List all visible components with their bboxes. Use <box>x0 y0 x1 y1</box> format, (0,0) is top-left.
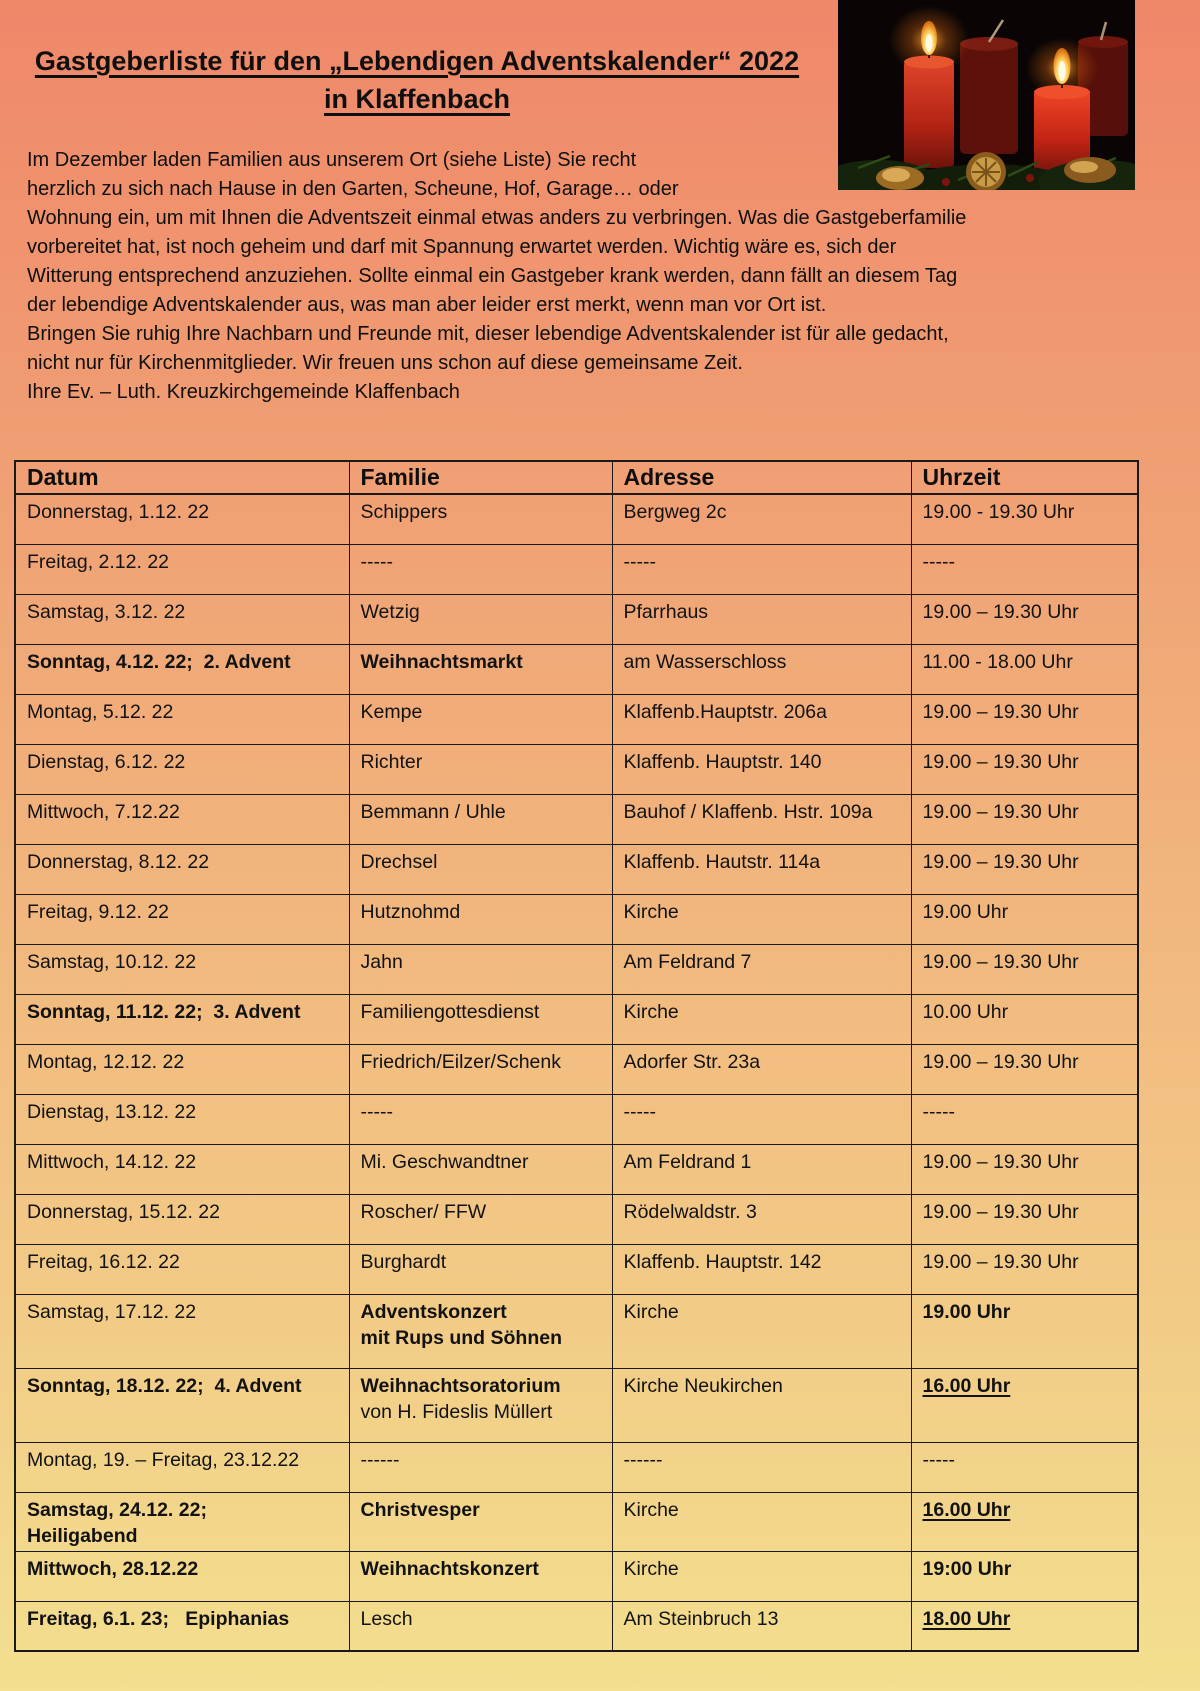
cell-line: Samstag, 24.12. 22; <box>27 1498 207 1521</box>
familie-cell <box>349 1144 612 1194</box>
cell-line: Kirche <box>623 1000 679 1023</box>
familie-cell <box>349 844 612 894</box>
cell-line: Montag, 19. – Freitag, 23.12.22 <box>27 1448 300 1471</box>
familie-cell <box>349 744 612 794</box>
intro-line: herzlich zu sich nach Hause in den Garten, Scheune, Hof, Garage… oder <box>27 178 679 200</box>
datum-cell <box>15 794 349 844</box>
uhrzeit-cell <box>911 994 1138 1044</box>
cell-line: 19.00 Uhr <box>922 1300 1011 1323</box>
cell-line: Bergweg 2c <box>623 501 727 523</box>
adresse-cell <box>612 744 911 794</box>
datum-cell <box>15 1094 349 1144</box>
table-row <box>15 1244 1138 1294</box>
uhrzeit-cell <box>911 544 1138 594</box>
cell-line: Klaffenb. Hautstr. 114a <box>623 850 821 873</box>
uhrzeit-cell <box>911 1294 1138 1368</box>
intro-line: Im Dezember laden Familien aus unserem Ort (siehe Liste) Sie recht <box>27 149 637 171</box>
adresse-cell <box>612 1551 911 1601</box>
uhrzeit-cell <box>911 694 1138 744</box>
familie-cell <box>349 1094 612 1144</box>
cell-line: 19.00 – 19.30 Uhr <box>922 1150 1079 1173</box>
page-title-line1: Gastgeberliste für den „Lebendigen Adventskalender“ 2022 <box>34 46 800 76</box>
table-row <box>15 694 1138 744</box>
table-header-row <box>15 461 1138 494</box>
uhrzeit-cell <box>911 594 1138 644</box>
datum-cell <box>15 1368 349 1442</box>
cell-line: Mittwoch, 28.12.22 <box>27 1557 199 1580</box>
adresse-cell <box>612 644 911 694</box>
table-row <box>15 744 1138 794</box>
cell-line: Bemmann / Uhle <box>360 800 506 823</box>
cell-line: Familiengottesdienst <box>360 1000 540 1023</box>
cell-line: Samstag, 17.12. 22 <box>27 1300 197 1323</box>
datum-cell <box>15 1194 349 1244</box>
table-row <box>15 1044 1138 1094</box>
cell-line: Drechsel <box>360 850 438 873</box>
adresse-cell <box>612 1094 911 1144</box>
cell-line: Am Steinbruch 13 <box>623 1607 779 1630</box>
adresse-cell <box>612 1294 911 1368</box>
cell-line: Klaffenb. Hauptstr. 140 <box>623 750 822 773</box>
cell-line: Mittwoch, 7.12.22 <box>27 800 180 823</box>
familie-cell <box>349 1044 612 1094</box>
adresse-cell <box>612 894 911 944</box>
uhrzeit-cell <box>911 1442 1138 1492</box>
intro-line: Ihre Ev. – Luth. Kreuzkirchgemeinde Klaffenbach <box>27 381 460 403</box>
datum-cell <box>15 594 349 644</box>
cell-line: ------ <box>623 1448 663 1471</box>
cell-line: am Wasserschloss <box>623 650 787 673</box>
familie-cell <box>349 1551 612 1601</box>
table-row <box>15 1194 1138 1244</box>
cell-line: Roscher/ FFW <box>360 1200 487 1223</box>
cell-line: Weihnachtsoratorium <box>360 1374 561 1397</box>
datum-cell <box>15 544 349 594</box>
uhrzeit-cell <box>911 1244 1138 1294</box>
cell-line: Lesch <box>360 1607 413 1630</box>
adresse-cell <box>612 794 911 844</box>
adresse-cell <box>612 1044 911 1094</box>
cell-line: von H. Fideslis Müllert <box>360 1400 553 1423</box>
cell-line: 19.00 Uhr <box>922 900 1009 923</box>
cell-line: 19.00 – 19.30 Uhr <box>922 850 1079 873</box>
cell-line: Freitag, 9.12. 22 <box>27 900 170 923</box>
familie-cell <box>349 894 612 944</box>
table-row <box>15 594 1138 644</box>
table-row <box>15 1094 1138 1144</box>
datum-cell <box>15 494 349 544</box>
familie-cell <box>349 1294 612 1368</box>
cell-line: Christvesper <box>360 1498 480 1521</box>
datum-cell <box>15 1442 349 1492</box>
cell-line: 19.00 – 19.30 Uhr <box>922 800 1079 823</box>
familie-cell <box>349 494 612 544</box>
column-header-familie: Familie <box>349 461 612 494</box>
uhrzeit-cell <box>911 844 1138 894</box>
familie-cell <box>349 794 612 844</box>
datum-cell <box>15 1601 349 1651</box>
adresse-cell <box>612 1368 911 1442</box>
cell-line: Samstag, 3.12. 22 <box>27 600 186 623</box>
adresse-cell <box>612 1194 911 1244</box>
cell-line: Bauhof / Klaffenb. Hstr. 109a <box>623 800 873 823</box>
uhrzeit-cell <box>911 644 1138 694</box>
cell-line: Sonntag, 18.12. 22; 4. Advent <box>27 1374 302 1397</box>
table-row <box>15 644 1138 694</box>
cell-line: Dienstag, 13.12. 22 <box>27 1100 197 1123</box>
cell-line: Dienstag, 6.12. 22 <box>27 750 186 773</box>
cell-line: Montag, 5.12. 22 <box>27 700 174 723</box>
cell-line: 19.00 - 19.30 Uhr <box>922 501 1075 523</box>
cell-line: 19.00 – 19.30 Uhr <box>922 600 1079 623</box>
adresse-cell <box>612 594 911 644</box>
schedule-table <box>14 460 1139 1652</box>
table-row <box>15 1144 1138 1194</box>
intro-line: Bringen Sie ruhig Ihre Nachbarn und Freunde mit, dieser lebendige Adventskalender ist für alle gedacht, <box>27 323 949 345</box>
cell-line: Heiligabend <box>27 1524 138 1547</box>
intro-line: Wohnung ein, um mit Ihnen die Adventszeit einmal etwas anders zu verbringen. Was die Gastgeberfamilie <box>27 207 967 229</box>
cell-line: Weihnachtsmarkt <box>360 650 523 673</box>
uhrzeit-cell <box>911 1551 1138 1601</box>
uhrzeit-cell <box>911 744 1138 794</box>
uhrzeit-cell <box>911 1144 1138 1194</box>
cell-line: 16.00 Uhr <box>922 1498 1011 1521</box>
cell-line: ----- <box>623 550 656 573</box>
table-row <box>15 1601 1138 1651</box>
cell-line: Jahn <box>360 950 403 973</box>
cell-line: Donnerstag, 8.12. 22 <box>27 850 210 873</box>
familie-cell <box>349 544 612 594</box>
cell-line: ----- <box>623 1100 656 1123</box>
uhrzeit-cell <box>911 1601 1138 1651</box>
cell-line: 19.00 – 19.30 Uhr <box>922 950 1079 973</box>
table-row <box>15 1492 1138 1551</box>
cell-line: 16.00 Uhr <box>922 1374 1011 1397</box>
cell-line: Kirche <box>623 900 679 923</box>
intro-text <box>27 146 1107 407</box>
table-row <box>15 794 1138 844</box>
table-row <box>15 1294 1138 1368</box>
familie-cell <box>349 1194 612 1244</box>
cell-line: 19.00 – 19.30 Uhr <box>922 750 1079 773</box>
adresse-cell <box>612 1442 911 1492</box>
cell-line: Rödelwaldstr. 3 <box>623 1200 757 1223</box>
cell-line: Sonntag, 4.12. 22; 2. Advent <box>27 650 291 673</box>
table-row <box>15 544 1138 594</box>
uhrzeit-cell <box>911 1094 1138 1144</box>
cell-line: Klaffenb.Hauptstr. 206a <box>623 700 827 723</box>
cell-line: Kempe <box>360 700 423 723</box>
cell-line: ----- <box>360 1100 393 1123</box>
datum-cell <box>15 644 349 694</box>
table-row <box>15 844 1138 894</box>
familie-cell <box>349 644 612 694</box>
adresse-cell <box>612 694 911 744</box>
adresse-cell <box>612 1144 911 1194</box>
cell-line: 19.00 – 19.30 Uhr <box>922 700 1079 723</box>
datum-cell <box>15 994 349 1044</box>
cell-line: Wetzig <box>360 600 420 623</box>
cell-line: Am Feldrand 1 <box>623 1150 752 1173</box>
intro-line: nicht nur für Kirchenmitglieder. Wir freuen uns schon auf diese gemeinsame Zeit. <box>27 352 743 374</box>
cell-line: 19.00 – 19.30 Uhr <box>922 1250 1079 1273</box>
familie-cell <box>349 694 612 744</box>
cell-line: Klaffenb. Hauptstr. 142 <box>623 1250 822 1273</box>
cell-line: Samstag, 10.12. 22 <box>27 950 197 973</box>
cell-line: Friedrich/Eilzer/Schenk <box>360 1050 561 1073</box>
column-header-uhrzeit: Uhrzeit <box>911 461 1138 494</box>
cell-line: Adventskonzert <box>360 1300 507 1323</box>
cell-line: Donnerstag, 15.12. 22 <box>27 1200 220 1223</box>
cell-line: ----- <box>922 1448 955 1471</box>
cell-line: Montag, 12.12. 22 <box>27 1050 185 1073</box>
cell-line: Kirche <box>623 1300 679 1323</box>
familie-cell <box>349 994 612 1044</box>
datum-cell <box>15 1144 349 1194</box>
datum-cell <box>15 1294 349 1368</box>
uhrzeit-cell <box>911 1194 1138 1244</box>
table-row <box>15 1368 1138 1442</box>
cell-line: Mittwoch, 14.12. 22 <box>27 1150 197 1173</box>
table-row <box>15 494 1138 544</box>
schedule-table-body <box>15 494 1138 1651</box>
familie-cell <box>349 944 612 994</box>
datum-cell <box>15 1044 349 1094</box>
cell-line: Kirche <box>623 1498 679 1521</box>
cell-line: Richter <box>360 750 423 773</box>
familie-cell <box>349 1601 612 1651</box>
intro-line: der lebendige Adventskalender aus, was man aber leider erst merkt, wenn man vor Ort ist. <box>27 294 827 316</box>
datum-cell <box>15 744 349 794</box>
familie-cell <box>349 1244 612 1294</box>
adresse-cell <box>612 544 911 594</box>
uhrzeit-cell <box>911 794 1138 844</box>
cell-line: mit Rups und Söhnen <box>360 1326 562 1349</box>
cell-line: 10.00 Uhr <box>922 1000 1009 1023</box>
adresse-cell <box>612 1244 911 1294</box>
page-title-line2: in Klaffenbach <box>323 84 511 114</box>
adresse-cell <box>612 944 911 994</box>
cell-line: Schippers <box>360 501 448 523</box>
uhrzeit-cell <box>911 1368 1138 1442</box>
table-row <box>15 1551 1138 1601</box>
cell-line: ------ <box>360 1448 400 1471</box>
cell-line: Freitag, 2.12. 22 <box>27 550 170 573</box>
cell-line: Burghardt <box>360 1250 447 1273</box>
cell-line: ----- <box>922 1100 955 1123</box>
datum-cell <box>15 1244 349 1294</box>
cell-line: 19.00 – 19.30 Uhr <box>922 1200 1079 1223</box>
cell-line: Donnerstag, 1.12. 22 <box>27 501 210 523</box>
familie-cell <box>349 594 612 644</box>
familie-cell <box>349 1492 612 1551</box>
uhrzeit-cell <box>911 1044 1138 1094</box>
cell-line: 19.00 – 19.30 Uhr <box>922 1050 1079 1073</box>
adresse-cell <box>612 1492 911 1551</box>
table-row <box>15 944 1138 994</box>
intro-line: Witterung entsprechend anzuziehen. Sollte einmal ein Gastgeber krank werden, dann fällt an diesem Tag <box>27 265 958 287</box>
cell-line: Hutznohmd <box>360 900 461 923</box>
datum-cell <box>15 944 349 994</box>
table-row <box>15 994 1138 1044</box>
table-row <box>15 894 1138 944</box>
datum-cell <box>15 694 349 744</box>
cell-line: ----- <box>922 550 955 573</box>
cell-line: Kirche <box>623 1557 679 1580</box>
adresse-cell <box>612 844 911 894</box>
cell-line: Am Feldrand 7 <box>623 950 752 973</box>
cell-line: Freitag, 6.1. 23; Epiphanias <box>27 1607 290 1630</box>
uhrzeit-cell <box>911 494 1138 544</box>
uhrzeit-cell <box>911 894 1138 944</box>
datum-cell <box>15 894 349 944</box>
cell-line: ----- <box>360 550 393 573</box>
cell-line: Pfarrhaus <box>623 600 709 623</box>
intro-line: vorbereitet hat, ist noch geheim und darf mit Spannung erwartet werden. Wichtig wäre es, sich der <box>27 236 897 258</box>
cell-line: 19:00 Uhr <box>922 1557 1012 1580</box>
page-title <box>14 42 820 118</box>
uhrzeit-cell <box>911 1492 1138 1551</box>
column-header-adresse: Adresse <box>612 461 911 494</box>
adresse-cell <box>612 494 911 544</box>
familie-cell <box>349 1368 612 1442</box>
cell-line: Sonntag, 11.12. 22; 3. Advent <box>27 1000 301 1023</box>
adresse-cell <box>612 994 911 1044</box>
cell-line: 18.00 Uhr <box>922 1607 1011 1630</box>
cell-line: 11.00 - 18.00 Uhr <box>922 650 1073 673</box>
cell-line: Freitag, 16.12. 22 <box>27 1250 180 1273</box>
datum-cell <box>15 844 349 894</box>
datum-cell <box>15 1492 349 1551</box>
datum-cell <box>15 1551 349 1601</box>
familie-cell <box>349 1442 612 1492</box>
table-row <box>15 1442 1138 1492</box>
cell-line: Kirche Neukirchen <box>623 1374 783 1397</box>
column-header-datum: Datum <box>15 461 349 494</box>
adresse-cell <box>612 1601 911 1651</box>
uhrzeit-cell <box>911 944 1138 994</box>
cell-line: Mi. Geschwandtner <box>360 1150 529 1173</box>
cell-line: Adorfer Str. 23a <box>623 1050 761 1073</box>
cell-line: Weihnachtskonzert <box>360 1557 539 1580</box>
